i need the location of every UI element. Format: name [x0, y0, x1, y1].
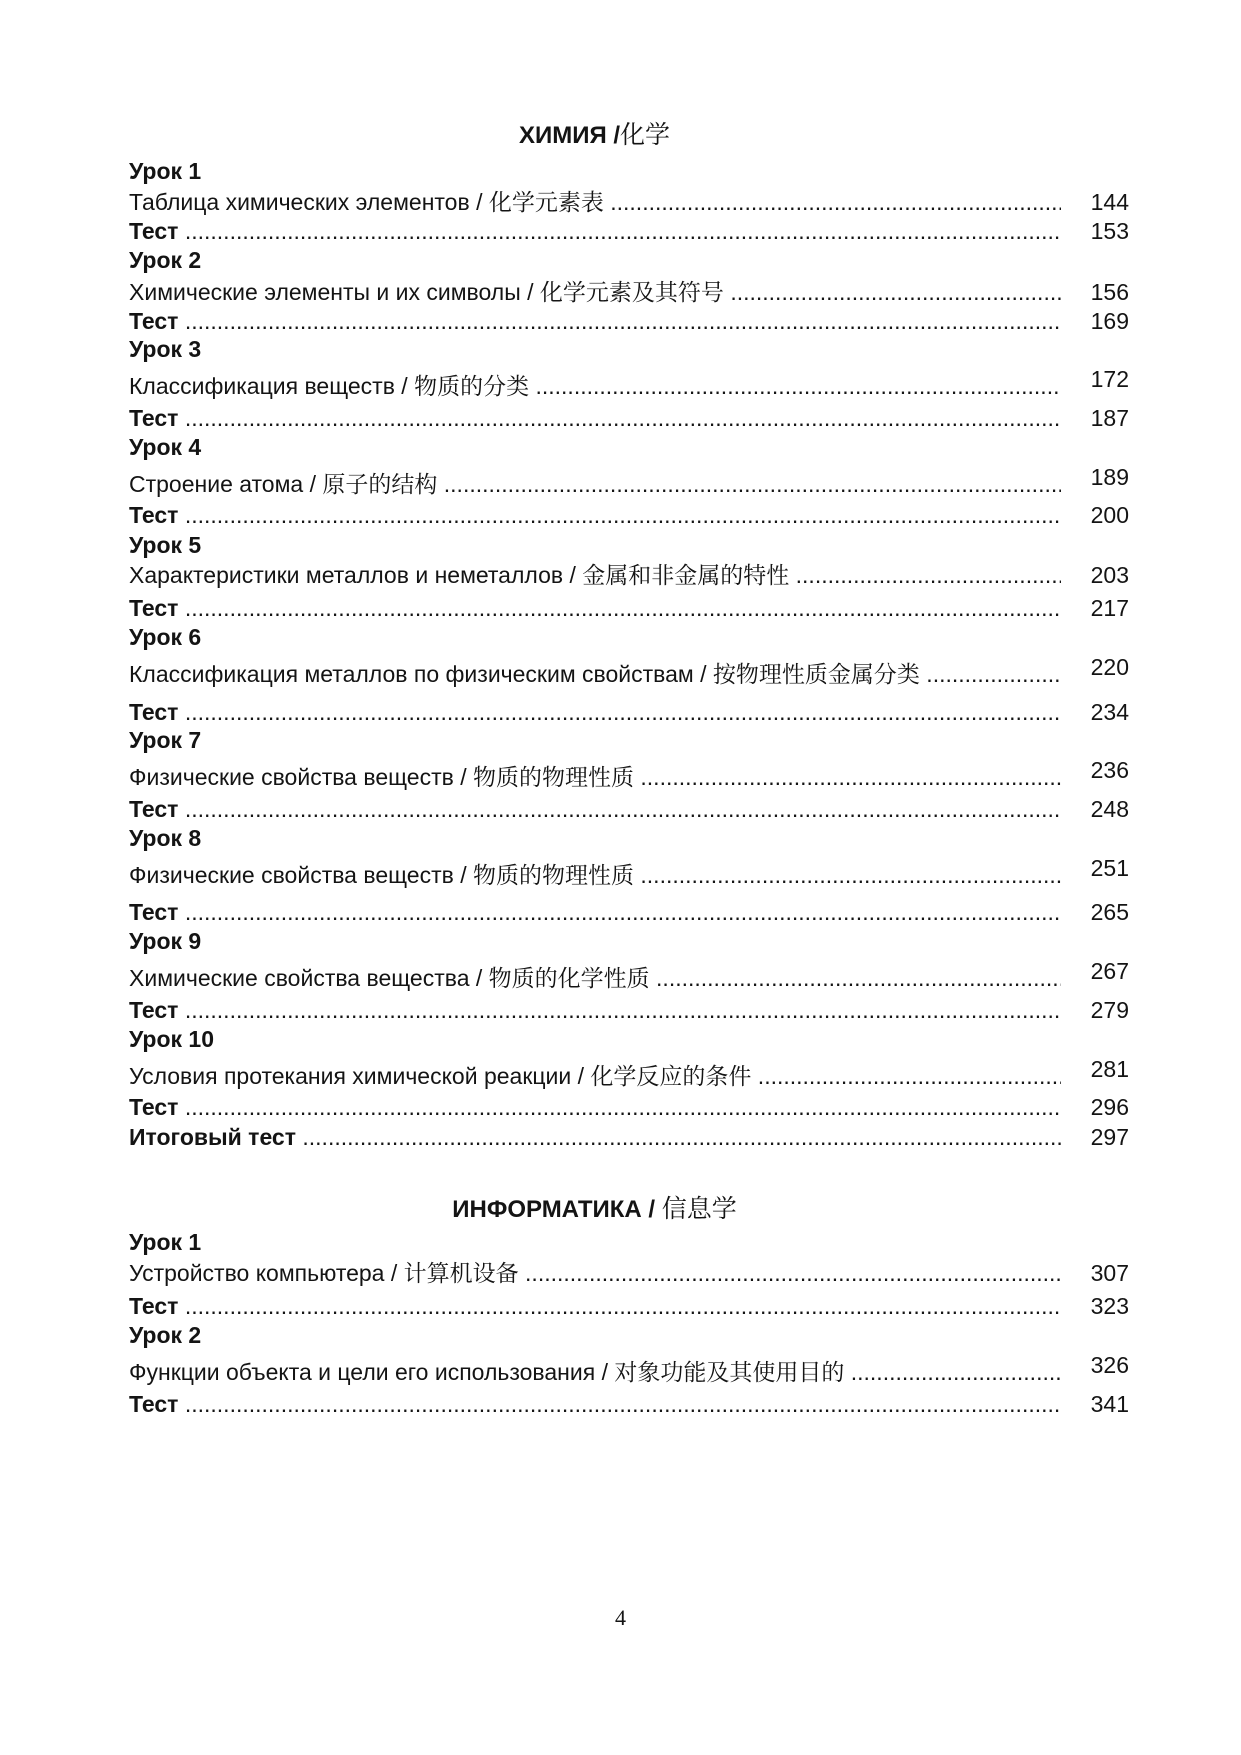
toc-entry-label: Условия протекания химической реакции / 化学反应的条件 .....	[129, 1061, 1061, 1091]
chem-lesson-10-topic[interactable]	[129, 1056, 1129, 1091]
chem-lesson-2-heading: Урок 2	[129, 247, 202, 273]
toc-entry-label: Тест .....	[129, 1092, 1061, 1122]
chem-lesson-10-heading: Урок 10	[129, 1026, 215, 1052]
inf-lesson-2-topic[interactable]	[129, 1352, 1129, 1387]
inf-lesson-1-test[interactable]	[129, 1291, 1129, 1321]
chemistry-title-ru: ХИМИЯ /	[518, 122, 621, 149]
toc-page-number: 234	[1090, 699, 1129, 725]
chem-lesson-5-test[interactable]	[129, 593, 1129, 623]
toc-entry-label: Тест .....	[129, 995, 1061, 1025]
chem-lesson-6-topic[interactable]	[129, 654, 1129, 689]
chem-lesson-4-heading: Урок 4	[129, 434, 202, 460]
toc-page-number: 200	[1090, 502, 1129, 528]
chem-lesson-1-topic[interactable]	[129, 187, 1129, 217]
toc-entry-label: Тест .....	[129, 593, 1061, 623]
chem-lesson-8-test[interactable]	[129, 897, 1129, 927]
chem-lesson-6-heading: Урок 6	[129, 624, 202, 650]
chemistry-title-zh: 化学	[620, 121, 671, 149]
toc-page-number: 217	[1090, 595, 1129, 621]
inf-lesson-1-heading: Урок 1	[129, 1229, 202, 1255]
toc-page-number: 153	[1090, 218, 1129, 244]
toc-page-number: 341	[1090, 1391, 1129, 1417]
informatics-title-ru: ИНФОРМАТИКА /	[452, 1196, 656, 1223]
toc-entry-label: Классификация веществ / 物质的分类 .....	[129, 371, 1061, 401]
chem-lesson-2-test[interactable]	[129, 306, 1129, 336]
toc-entry-label: Тест .....	[129, 897, 1061, 927]
toc-page-number: 265	[1090, 899, 1129, 925]
informatics-section-title	[0, 1194, 1189, 1225]
toc-page-number: 323	[1090, 1293, 1129, 1319]
toc-page-number: 189	[1090, 464, 1129, 490]
chem-lesson-9-heading: Урок 9	[129, 928, 202, 954]
toc-page-number: 144	[1090, 189, 1129, 215]
inf-lesson-1-topic[interactable]	[129, 1258, 1129, 1288]
toc-entry-label: Функции объекта и цели его использования / 对象功能及其使用目的 .....	[129, 1357, 1061, 1387]
inf-lesson-2-heading: Урок 2	[129, 1322, 202, 1348]
chem-lesson-7-heading: Урок 7	[129, 727, 202, 753]
toc-page-number: 203	[1090, 562, 1129, 588]
toc-page-number: 267	[1090, 958, 1129, 984]
toc-entry-label: Тест .....	[129, 1389, 1061, 1419]
chem-lesson-3-test[interactable]	[129, 403, 1129, 433]
toc-entry-label: Тест .....	[129, 403, 1061, 433]
toc-page-number: 296	[1090, 1094, 1129, 1120]
chem-lesson-5-topic[interactable]	[129, 560, 1129, 590]
toc-page-number: 187	[1090, 405, 1129, 431]
toc-entry-label: Классификация металлов по физическим свойствам / 按物理性质金属分类 .....	[129, 659, 1061, 689]
chem-lesson-7-topic[interactable]	[129, 757, 1129, 792]
chem-lesson-7-test[interactable]	[129, 794, 1129, 824]
informatics-title-zh: 信息学	[661, 1195, 737, 1223]
toc-entry-label: Устройство компьютера / 计算机设备 .....	[129, 1258, 1061, 1288]
toc-entry-label: Тест .....	[129, 1291, 1061, 1321]
toc-entry-label: Таблица химических элементов / 化学元素表 .....	[129, 187, 1061, 217]
chem-lesson-4-test[interactable]	[129, 500, 1129, 530]
toc-entry-label: Тест .....	[129, 306, 1061, 336]
toc-page-number: 248	[1090, 796, 1129, 822]
toc-entry-label: Строение атома / 原子的结构 .....	[129, 469, 1061, 499]
toc-entry-label: Физические свойства веществ / 物质的物理性质 .....	[129, 860, 1061, 890]
chem-lesson-2-topic[interactable]	[129, 277, 1129, 307]
chem-lesson-8-topic[interactable]	[129, 855, 1129, 890]
chem-lesson-1-test[interactable]	[129, 216, 1129, 246]
chem-lesson-9-test[interactable]	[129, 995, 1129, 1025]
toc-entry-label: Тест .....	[129, 697, 1061, 727]
toc-page-number: 220	[1090, 654, 1129, 680]
chem-lesson-6-test[interactable]	[129, 697, 1129, 727]
toc-entry-label: Тест .....	[129, 500, 1061, 530]
toc-entry-label: Химические элементы и их символы / 化学元素及其符号 .....	[129, 277, 1061, 307]
toc-entry-label: Тест .....	[129, 794, 1061, 824]
chem-lesson-1-heading: Урок 1	[129, 158, 202, 184]
chem-lesson-3-topic[interactable]	[129, 366, 1129, 401]
toc-entry-label: Итоговый тест .....	[129, 1122, 1061, 1152]
toc-page-number: 169	[1090, 308, 1129, 334]
toc-entry-label: Физические свойства веществ / 物质的物理性质 .....	[129, 762, 1061, 792]
toc-page-number: 307	[1090, 1260, 1129, 1286]
toc-page-number: 281	[1090, 1056, 1129, 1082]
toc-page-number: 172	[1090, 366, 1129, 392]
toc-entry-label: Характеристики металлов и неметаллов / 金属和非金属的特性 .....	[129, 560, 1061, 590]
chem-lesson-10-test[interactable]	[129, 1092, 1129, 1122]
chemistry-section-title	[0, 120, 1189, 151]
toc-page-number: 156	[1090, 279, 1129, 305]
chem-lesson-8-heading: Урок 8	[129, 825, 202, 851]
page-number: 4	[615, 1605, 626, 1630]
toc-entry-label: Тест .....	[129, 216, 1061, 246]
chem-lesson-3-heading: Урок 3	[129, 336, 202, 362]
toc-page-number: 326	[1090, 1352, 1129, 1378]
chem-lesson-4-topic[interactable]	[129, 464, 1129, 499]
toc-entry-label: Химические свойства вещества / 物质的化学性质 .....	[129, 963, 1061, 993]
chem-lesson-9-topic[interactable]	[129, 958, 1129, 993]
inf-lesson-2-test[interactable]	[129, 1389, 1129, 1419]
chem-final-test[interactable]	[129, 1122, 1129, 1152]
toc-page-number: 236	[1090, 757, 1129, 783]
chem-lesson-5-heading: Урок 5	[129, 532, 202, 558]
toc-page-number: 279	[1090, 997, 1129, 1023]
toc-page-number: 251	[1090, 855, 1129, 881]
toc-page-number: 297	[1090, 1124, 1129, 1150]
